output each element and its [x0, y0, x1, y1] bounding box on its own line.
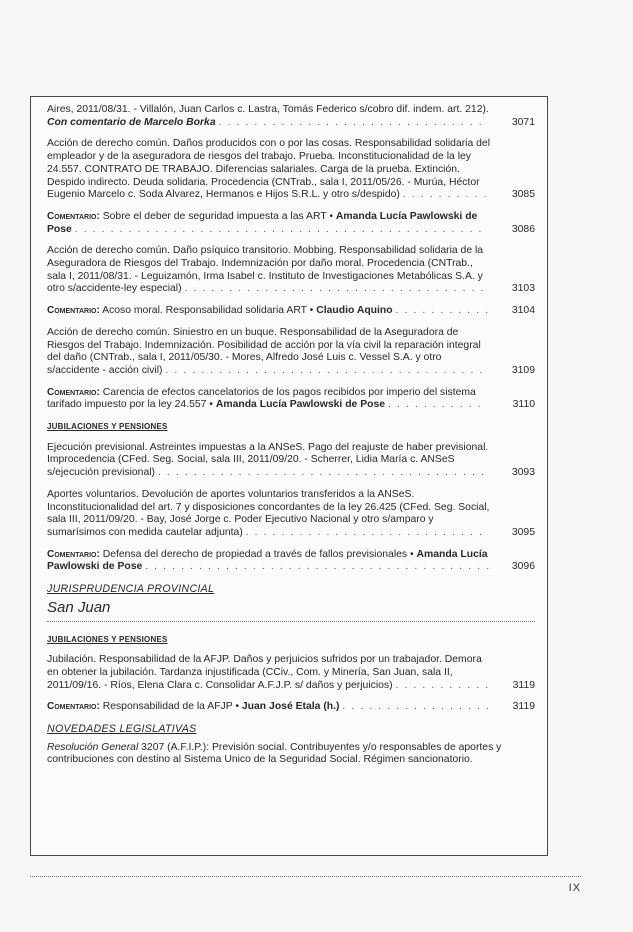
- dot-leader: . . . . . . . . . . .: [387, 399, 483, 411]
- entry-text: Carencia de efectos cancelatorios de los pagos recibidos por imperio del sistema tarifado impuesto por la ley 24.557 •: [47, 386, 476, 411]
- comment-label: Comentario:: [47, 305, 100, 317]
- dot-leader: . . . . . . . . . . .: [395, 679, 490, 691]
- comment-label: Comentario:: [47, 386, 100, 398]
- page-ref: 3096: [511, 561, 535, 573]
- index-content: [47, 104, 535, 776]
- entry-text: Jubilación. Responsabilidad de la AFJP. Daños y perjuicios sufridos por un trabajador. Demora en obtener la jubilación. Tardanza injustificada (CCiv., Com. y Minería, San Juan, sala II, 2011/09/16. - Ríos, Elena Clara c. Consolidar A.F.J.P. s/ daños y perjuicios): [47, 654, 482, 691]
- entry-text: Responsabilidad de la AFJP •: [102, 701, 240, 713]
- page-ref: 3119: [512, 679, 535, 691]
- page-ref: 3104: [511, 305, 535, 317]
- comment-author: Amanda Lucía Pawlowski de Pose: [215, 399, 386, 411]
- dot-leader: . . . . . . . . . . . . . . . . . . . . . . . . . . . . . . . . . .: [184, 283, 486, 295]
- dot-leader: . . . . . . . . . . .: [395, 305, 490, 317]
- index-entry: [47, 654, 535, 692]
- comment-author: Juan José Etala (h.): [241, 701, 340, 713]
- dotted-divider: [47, 621, 535, 622]
- entry-text: Acción de derecho común. Daño psíquico transitorio. Mobbing. Responsabilidad solidaria de la Aseguradora de Riesgos del Trabajo. Indemnización por daño moral. Procedencia (CNTrab., sala I, 2011/08/31. - Leguizamón, Irma Isabel c. Instituto de Investigaciones Metabólicas S.A. y otro s/accidente-ley especial): [47, 245, 484, 295]
- index-entry: [47, 442, 535, 480]
- index-entry: [47, 489, 535, 540]
- page-ref: 3103: [511, 283, 535, 295]
- comment-entry: [47, 211, 535, 236]
- comment-entry: [47, 549, 535, 574]
- entry-text: Ejecución previsional. Astreintes impuestas a la ANSeS. Pago del reajuste de haber previsional. Improcedencia (CFed. Seg. Social, sala III, 2011/09/20. - Scherrer, Lidia María c. ANSeS s/ejecución previsional): [47, 441, 489, 479]
- entry-text: Defensa del derecho de propiedad a través de fallos previsionales •: [102, 548, 414, 560]
- footer-divider: [30, 876, 581, 877]
- page-ref: 3093: [511, 467, 535, 479]
- dot-leader: . . . . . . . . . . . . . . . . . . . . . . . . . . .: [245, 526, 484, 538]
- comment-author: Amanda Lucía Pawlowski de Pose: [47, 548, 488, 573]
- index-entry: [47, 327, 535, 378]
- index-entry: [47, 138, 535, 202]
- dot-leader: . . . . . . . . . . . . . . . . . . . . . . . . . . . . . . . . . . . . . . .: [145, 561, 491, 573]
- dot-leader: . . . . . . . . . . . . . . . . . . . . . . . . . . . . . . . . . . . . .: [157, 467, 486, 479]
- comment-label: Comentario:: [47, 210, 100, 222]
- comment-entry: [47, 387, 535, 412]
- dot-leader: . . . . . . . . . . . . . . . . . . . . . . . . . . . . . . . . . . . .: [165, 364, 484, 376]
- page-ref: 3109: [511, 364, 535, 376]
- entry-text: Aires, 2011/08/31. - Villalón, Juan Carlos c. Lastra, Tomás Federico s/cobro dif. indem. art. 212).: [47, 104, 489, 115]
- comment-entry: [47, 305, 535, 318]
- section-heading: JUBILACIONES Y PENSIONES: [47, 422, 168, 432]
- comment-lead: Con comentario de Marcelo Borka: [47, 116, 216, 128]
- index-entry: [47, 104, 535, 129]
- comment-label: Comentario:: [47, 548, 100, 560]
- page-ref: 3119: [512, 701, 535, 713]
- page-ref: 3086: [511, 223, 535, 235]
- page-ref: 3095: [511, 526, 535, 538]
- dot-leader: . . . . . . . . . . . . . . . . .: [342, 701, 491, 713]
- entry-text: Acción de derecho común. Siniestro en un buque. Responsabilidad de la Aseguradora de Riesgos del Trabajo. Indemnización. Posibilidad de acción por la vía civil la reparación integral del daño (CNTrab., sala I, 2011/05/30. - Mores, Alfredo José Luis c. Vessel S.A. y otro s/accidente - acción civil): [47, 326, 481, 376]
- comment-entry: [47, 701, 535, 714]
- comment-label: Comentario:: [47, 701, 100, 713]
- entry-text: Acoso moral. Responsabilidad solidaria ART •: [102, 305, 314, 317]
- novedades-text: 3207 (A.F.I.P.): Previsión social. Contribuyentes y/o responsables de aportes y contribuciones con destino al Sistema Unico de la Seguridad Social. Régimen sancionatorio.: [47, 741, 502, 766]
- comment-author: Amanda Lucía Pawlowski de Pose: [47, 210, 478, 235]
- entry-text: Sobre el deber de seguridad impuesta a las ART •: [102, 210, 333, 222]
- dot-leader: . . . . . . . . . . . . . . . . . . . . . . . . . . . . . .: [218, 116, 484, 128]
- dot-leader: . . . . . . . . . .: [402, 189, 489, 201]
- dot-leader: . . . . . . . . . . . . . . . . . . . . . . . . . . . . . . . . . . . . . . . . . . . . . .: [74, 223, 484, 235]
- section-heading: JUBILACIONES Y PENSIONES: [47, 634, 168, 644]
- province-heading: San Juan: [47, 598, 111, 616]
- page-ref: 3110: [512, 399, 535, 411]
- page-number: IX: [568, 882, 581, 894]
- entry-text: Acción de derecho común. Daños producidos con o por las cosas. Responsabilidad solidaria del empleador y de la aseguradora de riesgos del trabajo. Prueba. Inconstitucionalidad de la ley 24.557. CONTRATO DE TRABAJO. Diferencias salariales. Carga de la prueba. Extinción. Despido indirecto. Deuda solidaria. Procedencia (CNTrab., sala I, 2011/05/26. - Murúa, Héctor Eugenio Marcelo c. Soda Alvarez, Hermanos e Hijos S.R.L. y otro s/despido): [47, 138, 491, 201]
- page-ref: 3071: [511, 116, 535, 128]
- entry-text: Aportes voluntarios. Devolución de aportes voluntarios transferidos a la ANSeS. Inconstitucionalidad del art. 7 y disposiciones concordantes de la ley 26.425 (CFed. Seg. Social, sala III, 2011/09/20. - Bay, José Jorge c. Poder Ejecutivo Nacional y otro s/amparo y sumarísimos con medida cautelar adjunta): [47, 488, 490, 538]
- index-entry: [47, 245, 535, 296]
- page-ref: 3085: [511, 189, 535, 201]
- novedades-heading: NOVEDADES LEGISLATIVAS: [47, 723, 197, 736]
- jurisdiction-heading: JURISPRUDENCIA PROVINCIAL: [47, 583, 215, 596]
- novedades-entry: [47, 742, 535, 767]
- novedades-lead: Resolución General: [47, 741, 139, 753]
- comment-author: Claudio Aquino: [316, 305, 393, 317]
